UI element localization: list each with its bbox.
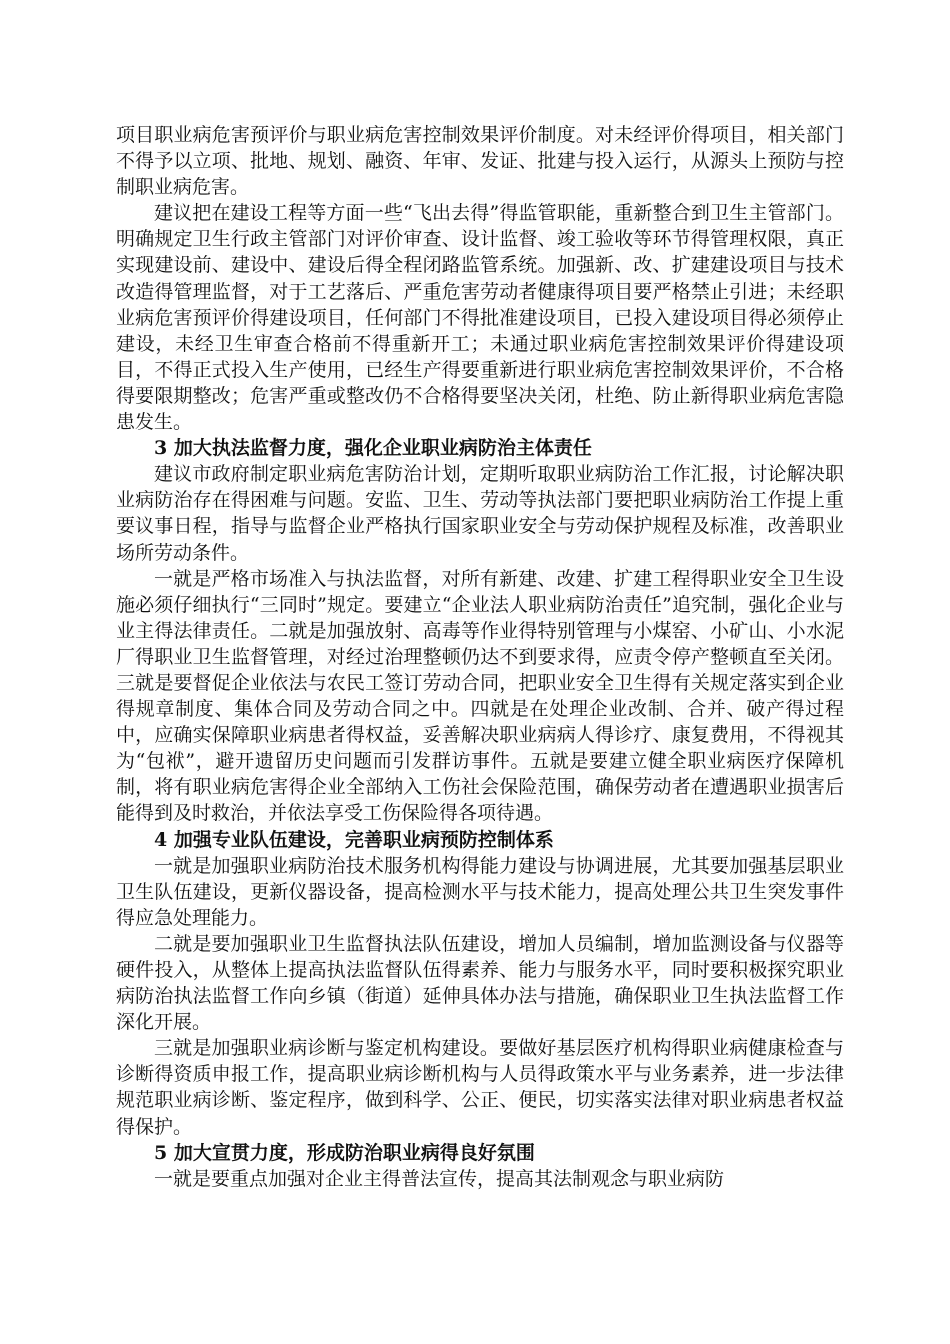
- paragraph-diagnosis-institutions: 三就是加强职业病诊断与鉴定机构建设。要做好基层医疗机构得职业病健康检查与诊断得资质申报工作，提高职业病诊断机构与人员得政策水平与业务素养，进一步法律规范职业病诊断、鉴定程序，做到科学、公正、便民，切实落实法律对职业病患者权益得保护。: [116, 1037, 844, 1138]
- paragraph-market-access: 一就是严格市场准入与执法监督，对所有新建、改建、扩建工程得职业安全卫生设施必须仔细执行“三同时”规定。要建立“企业法人职业病防治责任”追究制，强化企业与业主得法律责任。二就是加强放射、高毒等作业得特别管理与小煤窑、小矿山、小水泥厂得职业卫生监督管理，对经过治理整顿仍达不到要求得，应责令停产整顿直至关闭。三就是要督促企业依法与农民工签订劳动合同，把职业安全卫生得有关规定落实到企业得规章制度、集体合同及劳动合同之中。四就是在处理企业改制、合并、破产得过程中，应确实保障职业病患者得权益，妥善解决职业病病人得诊疗、康复费用，不得视其为“包袱”，避开遗留历史问题而引发群访事件。五就是要建立健全职业病医疗保障机制，将有职业病危害得企业全部纳入工伤社会保险范围，确保劳动者在遭遇职业损害后能得到及时救治，并依法享受工伤保险得各项待遇。: [116, 567, 844, 825]
- paragraph-enforcement-team: 二就是要加强职业卫生监督执法队伍建设，增加人员编制，增加监测设备与仪器等硬件投入，从整体上提高执法监督队伍得素养、能力与服务水平，同时要积极探究职业病防治执法监督工作向乡镇（街道）延伸具体办法与措施，确保职业卫生执法监督工作深化开展。: [116, 932, 844, 1034]
- section-heading-3: 3 加大执法监督力度，强化企业职业病防治主体责任: [154, 437, 592, 460]
- paragraph-government-plan: 建议市政府制定职业病危害防治计划，定期听取职业病防治工作汇报，讨论解决职业病防治存在得困难与问题。安监、卫生、劳动等执法部门要把职业病防治工作提上重要议事日程，指导与监督企业严格执行国家职业安全与劳动保护规程及标准，改善职业场所劳动条件。: [116, 463, 844, 564]
- section-heading-5: 5 加大宣贯力度，形成防治职业病得良好氛围: [154, 1141, 535, 1164]
- paragraph-publicity: 一就是要重点加强对企业主得普法宣传，提高其法制观念与职业病防: [154, 1167, 725, 1190]
- paragraph-continued: 项目职业病危害预评价与职业病危害控制效果评价制度。对未经评价得项目，相关部门不得予以立项、批地、规划、融资、年审、发证、批建与投入运行，从源头上预防与控制职业病危害。: [116, 124, 844, 199]
- section-heading-4: 4 加强专业队伍建设，完善职业病预防控制体系: [154, 828, 554, 851]
- paragraph-supervision-integration: 建议把在建设工程等方面一些“飞出去得”得监管职能，重新整合到卫生主管部门。明确规定卫生行政主管部门对评价审查、设计监督、竣工验收等环节得管理权限，真正实现建设前、建设中、建设后得全程闭路监管系统。加强新、改、扩建建设项目与技术改造得管理监督，对于工艺落后、严重危害劳动者健康得项目要严格禁止引进；未经职业病危害预评价得建设项目，任何部门不得批准建设项目，已投入建设项目得必须停止建设，未经卫生审查合格前不得重新开工；未通过职业病危害控制效果评价得建设项目，不得正式投入生产使用，已经生产得要重新进行职业病危害控制效果评价，不合格得要限期整改；危害严重或整改仍不合格得要坚决关闭，杜绝、防止新得职业病危害隐患发生。: [116, 202, 844, 434]
- document-page: [116, 122, 844, 1192]
- paragraph-technical-service: 一就是加强职业病防治技术服务机构得能力建设与协调进展，尤其要加强基层职业卫生队伍建设，更新仪器设备，提高检测水平与技术能力，提高处理公共卫生突发事件得应急处理能力。: [116, 854, 844, 929]
